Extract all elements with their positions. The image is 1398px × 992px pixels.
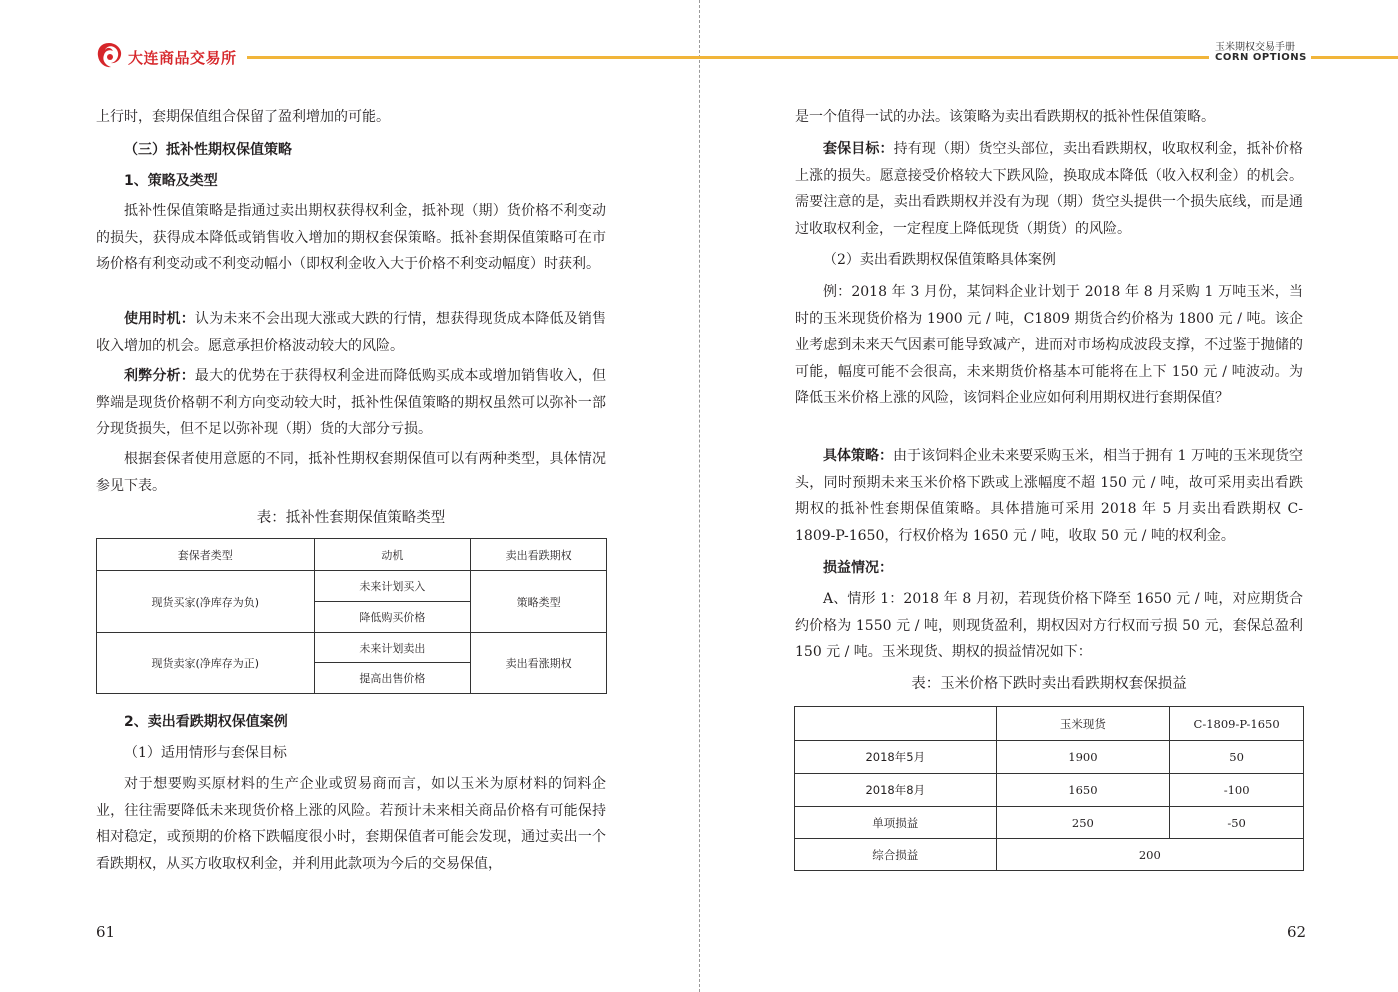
paragraph-pros-cons bbox=[96, 363, 606, 443]
table-cell: 1900 bbox=[996, 741, 1170, 774]
table-caption: 表：抵补性套期保值策略类型 bbox=[256, 510, 446, 526]
timing-label: 使用时机： bbox=[124, 311, 195, 327]
paragraph-timing bbox=[96, 306, 606, 359]
table-cell: 提高出售价格 bbox=[314, 663, 471, 694]
brand-name: 大连商品交易所 bbox=[128, 49, 237, 67]
table-row bbox=[795, 807, 1304, 839]
strategy-label: 具体策略： bbox=[823, 448, 894, 464]
table-cell: 现货买家(净库存为负) bbox=[97, 571, 315, 633]
goal-label: 套保目标： bbox=[823, 141, 894, 157]
goal-text: 持有现（期）货空头部位，卖出看跌期权，收取权利金，抵补价格上涨的损失。愿意接受价格较大下跌风险，换取成本降低（收入权利金）的机会。需要注意的是，卖出看跌期权并没有为现（期）货空头提供一个损失底线，而是通过收取权利金，一定程度上降低现货（期货）的风险。 bbox=[795, 141, 1304, 237]
table-header-cell: 玉米现货 bbox=[996, 707, 1170, 741]
right-page bbox=[699, 0, 1398, 992]
strategy-text: 由于该饲料企业未来要采购玉米，相当于拥有 1 万吨的玉米现货空头，同时预期未来玉米价格下跌或上涨幅度不超 150 元 / 吨，故可采用卖出看跌期权的抵补性套期保值策略。具体措施可采用 2018 年 5 月卖出看跌期权 C-1809-P-1650，行权价格为 1650 元 / 吨，收取 50 元 / 吨的权利金。 bbox=[795, 448, 1303, 544]
table-caption: 表：玉米价格下跌时卖出看跌期权套保损益 bbox=[911, 676, 1187, 692]
table-row bbox=[795, 774, 1304, 807]
table-cell: 策略类型 bbox=[471, 571, 607, 633]
table-header-row bbox=[795, 707, 1304, 741]
book-title-cn: 玉米期权交易手册 bbox=[1215, 42, 1295, 53]
paragraph-goal bbox=[795, 136, 1303, 242]
table-header-cell: 卖出看跌期权 bbox=[471, 539, 607, 571]
header-rule bbox=[1311, 56, 1398, 59]
intro-line: 上行时，套期保值组合保留了盈利增加的可能。 bbox=[96, 109, 390, 125]
table-total-row bbox=[795, 839, 1304, 871]
pros-text: 最大的优势在于获得权利金进而降低购买成本或增加销售收入，但弊端是现货价格朝不利方向变动较大时，抵补性保值策略的期权虽然可以弥补一部分现货损失，但不足以弥补现（期）货的大部分亏损。 bbox=[96, 368, 607, 437]
paragraph-strategy bbox=[795, 443, 1303, 549]
paragraph-definition: 抵补性保值策略是指通过卖出期权获得权利金，抵补现（期）货价格不利变动的损失，获得成本降低或销售收入增加的期权套保策略。抵补套期保值策略可在市场价格有利变动或不利变动幅小（即权利金收入大于价格不利变动幅度）时获利。 bbox=[96, 203, 606, 272]
sub-heading-case: 2、卖出看跌期权保值案例 bbox=[124, 714, 288, 730]
table-cell: 综合损益 bbox=[795, 839, 997, 871]
table-cell: -100 bbox=[1170, 774, 1304, 807]
table-cell: 250 bbox=[996, 807, 1170, 839]
table-header-cell: 套保者类型 bbox=[97, 539, 315, 571]
hedge-pl-table bbox=[794, 706, 1304, 871]
table-cell: 2018年5月 bbox=[795, 741, 997, 774]
header-rule bbox=[699, 56, 1209, 59]
table-header-cell: 动机 bbox=[314, 539, 471, 571]
table-header-cell bbox=[795, 707, 997, 741]
table-header-cell: C-1809-P-1650 bbox=[1170, 707, 1304, 741]
paragraph-scenario: A、情形 1：2018 年 8 月初，若现货价格下降至 1650 元 / 吨，对应期货合约价格为 1550 元 / 吨，则现货盈利，期权因对方行权而亏损 50 元，套保总盈利 150 元 / 吨。玉米现货、期权的损益情况如下： bbox=[795, 591, 1303, 660]
book-title-en: CORN OPTIONS bbox=[1215, 52, 1307, 63]
strategy-types-table bbox=[96, 538, 607, 694]
sub-heading-strategy: 1、策略及类型 bbox=[124, 173, 218, 189]
paragraph-case: 对于想要购买原材料的生产企业或贸易商而言，如以玉米为原材料的饲料企业，往往需要降低未来现货价格上涨的风险。若预计未来相关商品价格有可能保持相对稳定，或预期的价格下跌幅度很小时，套期保值者可能会发现，通过卖出一个看跌期权，从买方收取权利金，并利用此款项为今后的交易保值， bbox=[96, 776, 606, 872]
timing-text: 认为未来不会出现大涨或大跌的行情，想获得现货成本降低及销售收入增加的机会。愿意承担价格波动较大的风险。 bbox=[96, 311, 607, 354]
pros-label: 利弊分析： bbox=[124, 368, 195, 384]
page-number: 62 bbox=[1287, 923, 1307, 941]
sub-heading-scenario: （1）适用情形与套保目标 bbox=[124, 745, 287, 761]
table-row bbox=[795, 741, 1304, 774]
table-cell: 降低购买价格 bbox=[314, 602, 471, 633]
dce-logo-icon bbox=[96, 42, 122, 70]
table-cell: 单项损益 bbox=[795, 807, 997, 839]
table-cell: 未来计划卖出 bbox=[314, 633, 471, 663]
paragraph-types: 根据套保者使用意愿的不同，抵补性期权套期保值可以有两种类型，具体情况参见下表。 bbox=[96, 451, 606, 494]
table-cell: -50 bbox=[1170, 807, 1304, 839]
table-cell: 200 bbox=[996, 839, 1303, 871]
table-header-row bbox=[97, 539, 607, 571]
table-cell: 现货卖家(净库存为正) bbox=[97, 633, 315, 694]
table-cell: 1650 bbox=[996, 774, 1170, 807]
section-heading: （三）抵补性期权保值策略 bbox=[124, 142, 292, 158]
sub-heading-example: （2）卖出看跌期权保值策略具体案例 bbox=[823, 252, 1056, 268]
table-cell: 50 bbox=[1170, 741, 1304, 774]
table-row bbox=[97, 571, 607, 602]
header-rule bbox=[247, 56, 699, 59]
page-number: 61 bbox=[96, 923, 116, 941]
table-cell: 2018年8月 bbox=[795, 774, 997, 807]
continuation-line: 是一个值得一试的办法。该策略为卖出看跌期权的抵补性保值策略。 bbox=[795, 109, 1215, 125]
table-row bbox=[97, 633, 607, 663]
table-cell: 未来计划买入 bbox=[314, 571, 471, 602]
table-cell: 卖出看涨期权 bbox=[471, 633, 607, 694]
paragraph-example: 例：2018 年 3 月份，某饲料企业计划于 2018 年 8 月采购 1 万吨玉米，当时的玉米现货价格为 1900 元 / 吨，C1809 期货合约价格为 1800 元 / 吨。该企业考虑到未来天气因素可能导致减产，进而对市场构成波段支撑，不过鉴于抛储的可能，幅度可能不会很高，未来期货价格基本可能将在上下 150 元 / 吨波动。为降低玉米价格上涨的风险，该饲料企业应如何利用期权进行套期保值？ bbox=[795, 284, 1303, 406]
pl-heading: 损益情况： bbox=[823, 560, 893, 576]
